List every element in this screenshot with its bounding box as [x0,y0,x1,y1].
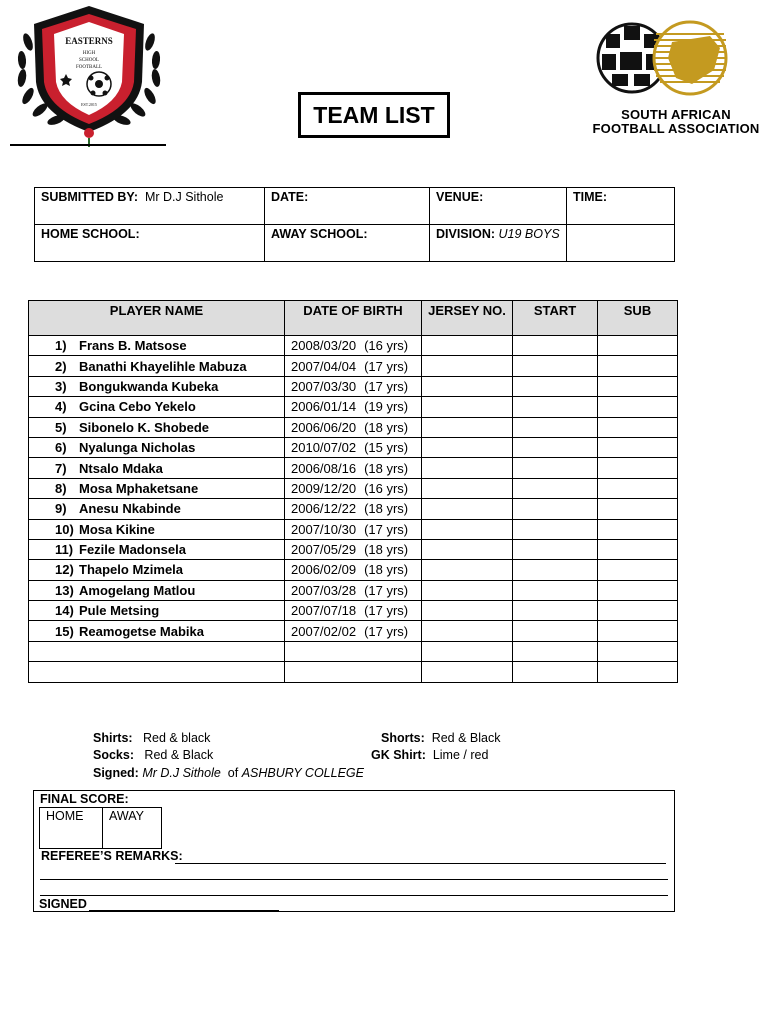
player-name: Pule Metsing [79,603,160,619]
sub-cell[interactable] [598,376,678,396]
signed-label: Signed: [93,766,139,780]
player-dob: 2007/04/04 [291,358,357,374]
shirts-line [93,731,210,745]
safa-line2: FOOTBALL ASSOCIATION [592,121,760,136]
table-row [29,560,678,580]
table-row [29,397,678,417]
sub-cell[interactable] [598,539,678,559]
start-cell[interactable] [513,641,598,661]
submitted-by-label: SUBMITTED BY: [41,190,138,204]
player-number: 12) [55,562,74,578]
player-age: (18 yrs) [364,419,409,435]
date-label: DATE: [271,190,309,204]
table-row [29,641,678,661]
player-name: Anesu Nkabinde [79,501,181,517]
shorts-line [381,731,500,745]
venue-cell[interactable] [430,188,567,225]
division-value: U19 BOYS [498,227,560,241]
sub-cell[interactable] [598,458,678,478]
player-name-cell[interactable] [29,478,285,498]
signed-line [93,766,364,780]
player-age: (15 yrs) [364,440,409,456]
table-row [29,356,678,376]
jersey-cell[interactable] [422,458,513,478]
sub-cell[interactable] [598,437,678,457]
player-age: (17 yrs) [364,358,409,374]
player-age: (18 yrs) [364,562,409,578]
start-cell[interactable] [513,397,598,417]
dob-cell[interactable] [285,417,422,437]
start-cell[interactable] [513,539,598,559]
player-age: (16 yrs) [364,338,409,354]
away-school-label: AWAY SCHOOL: [271,227,368,241]
jersey-cell[interactable] [422,641,513,661]
table-row [29,437,678,457]
time-cell[interactable] [567,188,675,225]
date-cell[interactable] [265,188,430,225]
player-name-cell[interactable] [29,601,285,621]
jersey-cell[interactable] [422,539,513,559]
page-title: TEAM LIST [298,92,450,138]
jersey-cell[interactable] [422,580,513,600]
start-cell[interactable] [513,376,598,396]
player-name: Thapelo Mzimela [79,562,184,578]
gk-shirt-line [371,748,488,762]
start-cell[interactable] [513,356,598,376]
player-dob: 2006/01/14 [291,399,357,415]
dob-cell[interactable] [285,621,422,641]
player-number: 13) [55,582,74,598]
jersey-cell[interactable] [422,376,513,396]
dob-cell[interactable] [285,478,422,498]
dob-cell[interactable] [285,458,422,478]
player-name-cell[interactable] [29,437,285,457]
player-name-cell[interactable] [29,458,285,478]
player-dob: 2007/07/18 [291,603,357,619]
player-number: 1) [55,338,67,354]
socks-value: Red & Black [144,748,214,762]
score-table [39,807,162,849]
jersey-cell[interactable] [422,356,513,376]
player-number: 2) [55,358,67,374]
dob-cell[interactable] [285,539,422,559]
player-dob: 2007/10/30 [291,521,357,537]
player-name: Ntsalo Mdaka [79,460,163,476]
jersey-cell[interactable] [422,560,513,580]
player-name-cell[interactable] [29,499,285,519]
sub-cell[interactable] [598,641,678,661]
player-name: Amogelang Matlou [79,582,196,598]
table-row [29,580,678,600]
table-row [29,336,678,356]
player-number: 9) [55,501,67,517]
player-name: Frans B. Matsose [79,338,187,354]
jersey-cell[interactable] [422,437,513,457]
player-name-cell[interactable] [29,539,285,559]
signature-line[interactable] [89,910,279,911]
player-name-cell[interactable] [29,519,285,539]
sub-cell[interactable] [598,499,678,519]
away-score-label: AWAY [109,809,144,823]
player-name: Fezile Madonsela [79,542,186,558]
player-dob: 2007/02/02 [291,623,357,639]
start-cell[interactable] [513,458,598,478]
start-cell[interactable] [513,437,598,457]
player-age: (17 yrs) [364,378,409,394]
home-score-label: HOME [46,809,84,823]
sub-cell[interactable] [598,601,678,621]
player-name-cell[interactable] [29,641,285,661]
sub-cell[interactable] [598,478,678,498]
jersey-cell[interactable] [422,336,513,356]
player-name-cell[interactable] [29,417,285,437]
table-row [29,417,678,437]
player-age: (16 yrs) [364,480,409,496]
dob-cell[interactable] [285,356,422,376]
dob-cell[interactable] [285,560,422,580]
shorts-value: Red & Black [431,731,501,745]
player-number: 7) [55,460,67,476]
final-score-box [33,790,675,912]
svg-text:SCHOOL: SCHOOL [78,58,100,63]
remarks-line-2[interactable] [40,879,668,880]
submitted-by-value: Mr D.J Sithole [144,190,224,204]
player-dob: 2010/07/02 [291,440,357,456]
player-number: 6) [55,440,67,456]
dob-cell[interactable] [285,580,422,600]
player-number: 8) [55,480,67,496]
player-dob: 2006/12/22 [291,501,357,517]
player-number: 3) [55,378,67,394]
svg-text:EASTERNS: EASTERNS [65,36,113,46]
player-name: Bongukwanda Kubeka [79,378,219,394]
time-label: TIME: [573,190,608,204]
sub-cell[interactable] [598,397,678,417]
division-label: DIVISION: [436,227,496,241]
final-score-label: FINAL SCORE: [40,792,129,806]
player-age: (19 yrs) [364,399,409,415]
start-cell[interactable] [513,580,598,600]
away-school-cell[interactable] [265,225,430,262]
sub-cell[interactable] [598,662,678,682]
home-school-cell[interactable] [35,225,265,262]
dob-cell[interactable] [285,662,422,682]
start-cell[interactable] [513,417,598,437]
player-dob: 2009/12/20 [291,480,357,496]
header-player-name: PLAYER NAME [29,301,285,336]
header-sub: SUB [598,301,678,336]
signed-value: Mr D.J Sithole [142,766,221,780]
start-cell[interactable] [513,336,598,356]
player-age: (18 yrs) [364,542,409,558]
remarks-line-3[interactable] [40,895,668,896]
dob-cell[interactable] [285,437,422,457]
player-name: Reamogetse Mabika [79,623,204,639]
player-name-cell[interactable] [29,580,285,600]
socks-label: Socks: [93,748,134,762]
player-name-cell[interactable] [29,376,285,396]
player-dob: 2007/03/28 [291,582,357,598]
svg-text:HIGH: HIGH [82,51,96,56]
away-score-cell[interactable] [103,808,162,849]
start-cell[interactable] [513,621,598,641]
jersey-cell[interactable] [422,499,513,519]
player-number: 11) [55,542,74,558]
header-jersey: JERSEY NO. [422,301,513,336]
table-row [29,539,678,559]
player-name: Mosa Kikine [79,521,155,537]
socks-line [93,748,213,762]
dob-cell[interactable] [285,641,422,661]
dob-cell[interactable] [285,397,422,417]
easterns-crest-logo [10,2,168,150]
svg-text:EST.2015: EST.2015 [81,102,97,107]
sub-cell[interactable] [598,519,678,539]
dob-cell[interactable] [285,336,422,356]
table-row [29,458,678,478]
venue-label: VENUE: [436,190,484,204]
referee-remarks-label: REFEREE’S REMARKS: [41,849,183,863]
player-age: (18 yrs) [364,501,409,517]
player-age: (17 yrs) [364,582,409,598]
start-cell[interactable] [513,499,598,519]
dob-cell[interactable] [285,499,422,519]
player-name: Gcina Cebo Yekelo [79,399,196,415]
player-dob: 2007/05/29 [291,542,357,558]
division-cell[interactable] [430,225,567,262]
player-dob: 2007/03/30 [291,378,357,394]
gk-shirt-label: GK Shirt: [371,748,426,762]
player-name-cell[interactable] [29,336,285,356]
home-score-cell[interactable] [40,808,103,849]
signed-footer-label: SIGNED [39,897,87,911]
sub-cell[interactable] [598,417,678,437]
shirts-value: Red & black [143,731,211,745]
shorts-label: Shorts: [381,731,425,745]
player-age: (17 yrs) [364,521,409,537]
dob-cell[interactable] [285,376,422,396]
sub-cell[interactable] [598,621,678,641]
safa-line1: SOUTH AFRICAN [621,107,731,122]
blank-info-cell[interactable] [567,225,675,262]
header-start: START [513,301,598,336]
table-row [29,601,678,621]
table-row [29,621,678,641]
jersey-cell[interactable] [422,478,513,498]
match-info-table [34,187,675,262]
player-number: 10) [55,521,74,537]
safa-name [586,108,766,136]
player-dob: 2006/08/16 [291,460,357,476]
remarks-line-1[interactable] [175,863,666,864]
home-school-label: HOME SCHOOL: [41,227,140,241]
table-row [29,478,678,498]
start-cell[interactable] [513,478,598,498]
player-dob: 2008/03/20 [291,338,357,354]
dob-cell[interactable] [285,519,422,539]
players-table [28,300,678,683]
start-cell[interactable] [513,519,598,539]
player-name-cell[interactable] [29,560,285,580]
dob-cell[interactable] [285,601,422,621]
school-value: ASHBURY COLLEGE [241,766,364,780]
table-row [29,519,678,539]
player-name: Mosa Mphaketsane [79,480,199,496]
sub-cell[interactable] [598,356,678,376]
sub-cell[interactable] [598,560,678,580]
player-name-cell[interactable] [29,356,285,376]
shirts-label: Shirts: [93,731,133,745]
player-age: (17 yrs) [364,623,409,639]
table-row [29,376,678,396]
player-age: (18 yrs) [364,460,409,476]
sub-cell[interactable] [598,336,678,356]
player-dob: 2006/06/20 [291,419,357,435]
start-cell[interactable] [513,601,598,621]
of-label: of [227,766,239,780]
player-name: Nyalunga Nicholas [79,440,196,456]
player-dob: 2006/02/09 [291,562,357,578]
player-name-cell[interactable] [29,662,285,682]
submitted-by-cell[interactable] [35,188,265,225]
header-dob: DATE OF BIRTH [285,301,422,336]
player-number: 5) [55,419,67,435]
jersey-cell[interactable] [422,417,513,437]
start-cell[interactable] [513,560,598,580]
jersey-cell[interactable] [422,662,513,682]
table-row [29,662,678,682]
jersey-cell[interactable] [422,397,513,417]
player-age: (17 yrs) [364,603,409,619]
player-name: Banathi Khayelihle Mabuza [79,358,247,374]
player-number: 15) [55,623,74,639]
table-row [29,499,678,519]
player-name-cell[interactable] [29,397,285,417]
start-cell[interactable] [513,662,598,682]
player-number: 14) [55,603,74,619]
gk-shirt-value: Lime / red [432,748,489,762]
sub-cell[interactable] [598,580,678,600]
jersey-cell[interactable] [422,601,513,621]
jersey-cell[interactable] [422,621,513,641]
player-name-cell[interactable] [29,621,285,641]
crest-underline [10,144,166,146]
jersey-cell[interactable] [422,519,513,539]
svg-text:FOOTBALL: FOOTBALL [75,65,103,70]
player-name: Sibonelo K. Shobede [79,419,210,435]
player-number: 4) [55,399,67,415]
